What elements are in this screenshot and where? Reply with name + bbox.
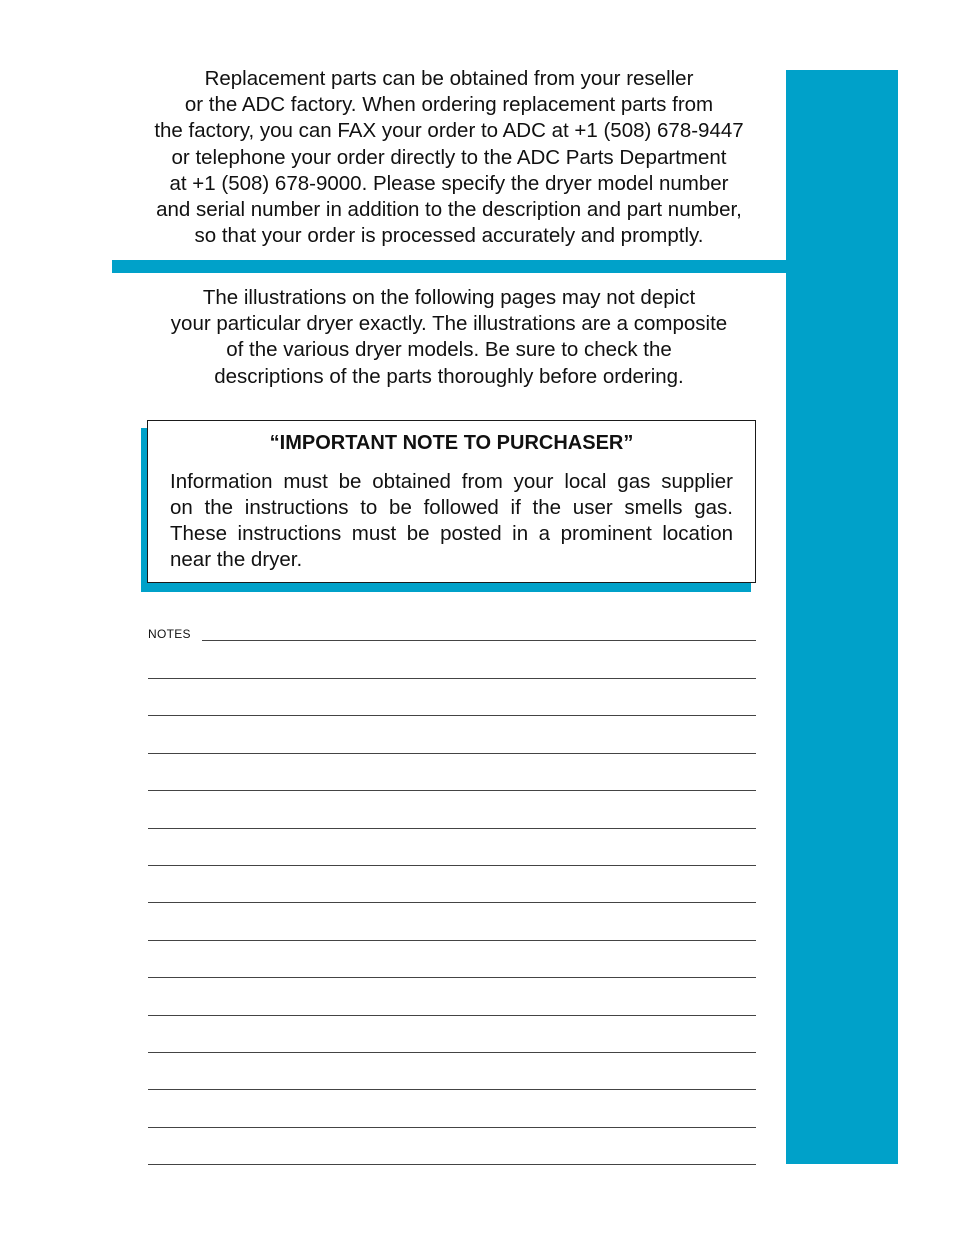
notes-write-line	[148, 1089, 756, 1090]
notes-write-line	[148, 1015, 756, 1016]
notes-label: NOTES	[148, 627, 191, 641]
notes-write-line	[148, 828, 756, 829]
important-note-box	[147, 420, 756, 583]
section-divider-bar	[112, 260, 788, 273]
notes-write-line	[148, 715, 756, 716]
notes-write-line	[202, 640, 756, 641]
notes-write-line	[148, 902, 756, 903]
notes-write-line	[148, 865, 756, 866]
notes-write-line	[148, 977, 756, 978]
notes-write-line	[148, 753, 756, 754]
paragraph-line: or the ADC factory. When ordering replacement parts from	[184, 93, 714, 117]
paragraph-line: Replacement parts can be obtained from your reseller	[204, 67, 694, 90]
paragraph-line: so that your order is processed accurately and promptly.	[194, 224, 704, 248]
notes-write-line	[148, 678, 756, 679]
side-color-bar	[786, 70, 898, 1164]
note-line-text: These instructions must be posted in a prominent location	[170, 522, 733, 545]
notes-write-line	[148, 1052, 756, 1053]
important-note-body	[170, 469, 733, 573]
note-line-text: Information must be obtained from your local gas supplier	[170, 470, 733, 493]
important-note-title: “IMPORTANT NOTE TO PURCHASER”	[269, 432, 634, 454]
note-line-text: on the instructions to be followed if the user smells gas.	[170, 496, 733, 519]
replacement-parts-paragraph	[112, 66, 786, 249]
note-line-text: near the dryer.	[170, 548, 303, 571]
notes-write-line	[148, 1164, 756, 1165]
paragraph-line: the factory, you can FAX your order to ADC at +1 (508) 678-9447	[154, 119, 744, 143]
paragraph-line: of the various dryer models. Be sure to check the	[226, 338, 672, 362]
paragraph-line: descriptions of the parts thoroughly before ordering.	[214, 364, 684, 388]
notes-write-line	[148, 940, 756, 941]
notes-write-line	[148, 790, 756, 791]
illustrations-paragraph	[112, 285, 786, 390]
paragraph-line: your particular dryer exactly. The illustrations are a composite	[170, 312, 728, 336]
paragraph-line: and serial number in addition to the description and part number,	[156, 198, 742, 222]
paragraph-line: or telephone your order directly to the ADC Parts Department	[171, 145, 727, 169]
paragraph-line: The illustrations on the following pages may not depict	[202, 286, 696, 309]
paragraph-line: at +1 (508) 678-9000. Please specify the dryer model number	[169, 171, 729, 195]
notes-write-line	[148, 1127, 756, 1128]
